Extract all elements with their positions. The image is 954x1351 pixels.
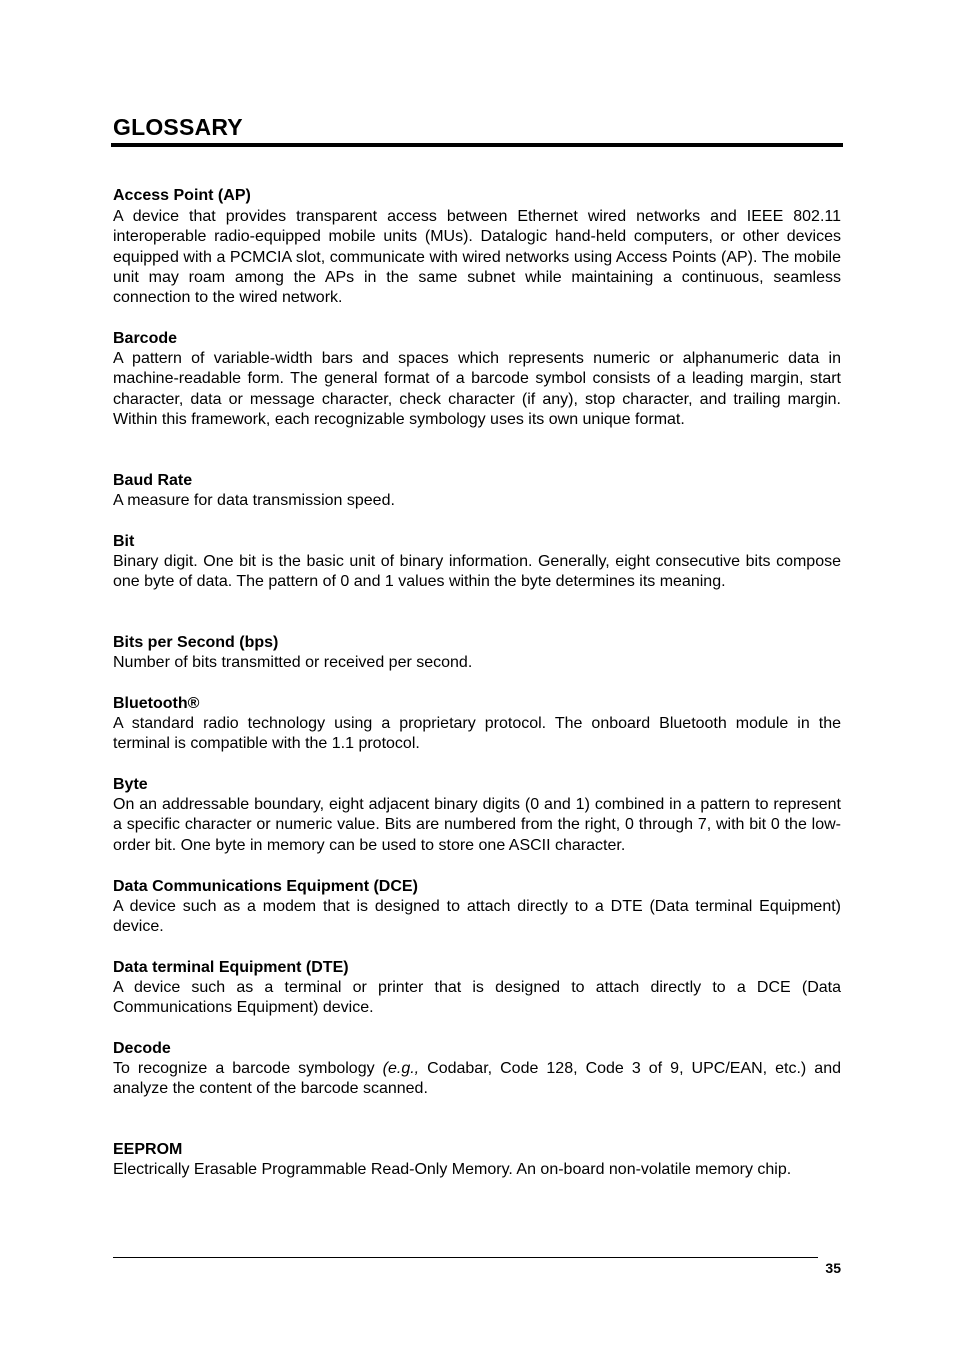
page-title: GLOSSARY (113, 114, 243, 140)
glossary-term-decode: Decode (113, 1040, 171, 1057)
glossary-definition-access-point: A device that provides transparent access between Ethernet wired networks and IEEE 802.11 interoperable radio-equipped mobile units (MUs). Datalogic hand-held computers, or other devices equipped with a PCMCIA slot, communicate with wired networks using Access Points (AP). The mobile unit may roam among the APs in the same subnet while maintaining a continuous, seamless connection to the wired network. (113, 208, 841, 307)
decode-definition-end: Codabar, Code 128, Code 3 of 9, UPC/EAN, etc.) and analyze the content of the barcode scanned. (113, 1060, 841, 1098)
decode-definition-italic: (e.g., (382, 1060, 420, 1077)
glossary-definition-bits-per-second: Number of bits transmitted or received per second. (113, 654, 473, 671)
glossary-term-bluetooth: Bluetooth® (113, 695, 200, 712)
glossary-definition-eeprom: Electrically Erasable Programmable Read-Only Memory. An on-board non-volatile memory chip. (113, 1161, 792, 1178)
glossary-term-baud-rate: Baud Rate (113, 472, 193, 489)
glossary-definition-baud-rate: A measure for data transmission speed. (113, 492, 395, 509)
glossary-term-bit: Bit (113, 533, 135, 550)
glossary-definition-dce: A device such as a modem that is designed to attach directly to a DTE (Data terminal Equipment) device. (113, 898, 841, 936)
glossary-term-barcode: Barcode (113, 330, 178, 347)
glossary-term-dte: Data terminal Equipment (DTE) (113, 959, 349, 976)
title-rule (111, 143, 843, 147)
glossary-term-byte: Byte (113, 776, 148, 793)
glossary-definition-barcode: A pattern of variable-width bars and spaces which represents numeric or alphanumeric data in machine-readable form. The general format of a barcode symbol consists of a leading margin, start character, data or message character, check character (if any), stop character, and trailing margin. Within this framework, each recognizable symbology uses its own unique format. (113, 350, 841, 428)
glossary-term-access-point: Access Point (AP) (113, 187, 251, 204)
footer-rule (113, 1257, 818, 1258)
decode-definition-start: To recognize a barcode symbology (113, 1060, 383, 1077)
glossary-definition-bluetooth: A standard radio technology using a proprietary protocol. The onboard Bluetooth module in the terminal is compatible with the 1.1 protocol. (113, 715, 841, 753)
glossary-term-bits-per-second: Bits per Second (bps) (113, 634, 279, 651)
glossary-definition-byte: On an addressable boundary, eight adjacent binary digits (0 and 1) combined in a pattern to represent a specific character or numeric value. Bits are numbered from the right, 0 through 7, with bit 0 the low-order bit. One byte in memory can be used to store one ASCII character. (113, 796, 841, 854)
glossary-definition-bit: Binary digit. One bit is the basic unit of binary information. Generally, eight consecutive bits compose one byte of data. The pattern of 0 and 1 values within the byte determines its meaning. (113, 553, 841, 591)
glossary-definition-decode (113, 1059, 841, 1100)
glossary-term-eeprom: EEPROM (113, 1141, 183, 1158)
glossary-term-dce: Data Communications Equipment (DCE) (113, 878, 418, 895)
page-number: 35 (825, 1260, 841, 1276)
glossary-definition-dte: A device such as a terminal or printer that is designed to attach directly to a DCE (Data Communications Equipment) device. (113, 979, 841, 1017)
